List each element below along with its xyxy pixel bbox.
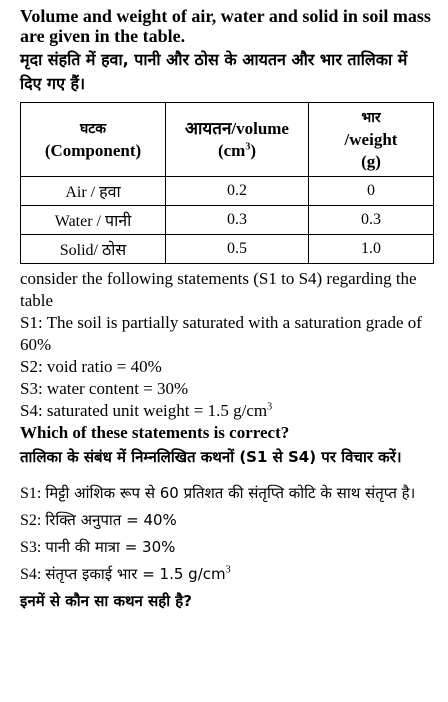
intro-english: Volume and weight of air, water and solid in soil mass are given in the table. [20, 6, 431, 46]
cell-component: Air / हवा [21, 177, 166, 206]
statement-s4-sup: 3 [267, 401, 273, 413]
header-volume-sup: 3 [245, 140, 251, 152]
statement-s2-hindi-text: रिक्ति अनुपात = 40% [45, 511, 177, 529]
cell-weight: 0 [309, 177, 434, 206]
header-weight-hindi: भार [361, 110, 381, 126]
statement-s3-label: S3: [20, 539, 46, 556]
statement-s2-label: S2: [20, 512, 46, 529]
header-component-english: (Component) [44, 141, 142, 160]
statement-s3-hindi [20, 534, 434, 561]
statement-s1-hindi [20, 480, 434, 507]
cell-weight: 0.3 [309, 206, 434, 235]
statement-s2: S2: void ratio = 40% [20, 357, 162, 376]
intro-hindi: मृदा संहति में हवा, पानी और ठोस के आयतन और भार तालिका में दिए गए हैं। [20, 50, 408, 93]
cell-component: Solid/ ठोस [21, 235, 166, 264]
statement-s4-hindi [20, 561, 434, 588]
cell-volume: 0.2 [166, 177, 309, 206]
cell-volume: 0.5 [166, 235, 309, 264]
statements-lead: consider the following statements (S1 to S4) regarding the table [20, 269, 417, 310]
header-weight [309, 103, 434, 177]
table-row [21, 177, 434, 206]
statement-s4-hindi-text: संतृप्त इकाई भार = 1.5 g/cm [45, 565, 226, 583]
table-row [21, 235, 434, 264]
hindi-statements [20, 480, 434, 588]
statement-s2-hindi [20, 507, 434, 534]
header-weight-unit: (g) [361, 152, 381, 171]
cell-weight: 1.0 [309, 235, 434, 264]
table-row [21, 206, 434, 235]
question-hindi: इनमें से कौन सा कथन सही है? [20, 592, 192, 610]
statement-s1-hindi-text: मिट्टी आंशिक रूप से 60 प्रतिशत की संतृप्ति कोटि के साथ संतृप्त है। [45, 484, 416, 502]
statement-s4 [20, 400, 434, 422]
data-table [20, 102, 434, 264]
statement-s1-label: S1: [20, 485, 46, 502]
cell-component: Water / पानी [21, 206, 166, 235]
header-volume [166, 103, 309, 177]
table-header-row [21, 103, 434, 177]
statement-s3: S3: water content = 30% [20, 379, 189, 398]
statement-s1: S1: The soil is partially saturated with a saturation grade of 60% [20, 313, 422, 354]
header-volume-line1: आयतन/volume [185, 118, 289, 138]
statement-s4-hindi-sup: 3 [225, 564, 231, 576]
statements-lead-hindi: तालिका के संबंध में निम्नलिखित कथनों (S1 से S4) पर विचार करें। [20, 448, 402, 466]
cell-volume: 0.3 [166, 206, 309, 235]
statement-s4-text: S4: saturated unit weight = 1.5 g/cm [20, 401, 268, 420]
statement-s3-hindi-text: पानी की मात्रा = 30% [45, 538, 176, 556]
header-weight-english: /weight [344, 130, 398, 149]
question-english: Which of these statements is correct? [20, 423, 290, 442]
header-volume-unit: (cm [217, 140, 246, 160]
english-statements [20, 268, 434, 444]
header-volume-unit-end: ) [250, 140, 257, 160]
header-component-hindi: घटक [79, 121, 107, 137]
header-component [21, 103, 166, 177]
statement-s4-label: S4: [20, 566, 46, 583]
